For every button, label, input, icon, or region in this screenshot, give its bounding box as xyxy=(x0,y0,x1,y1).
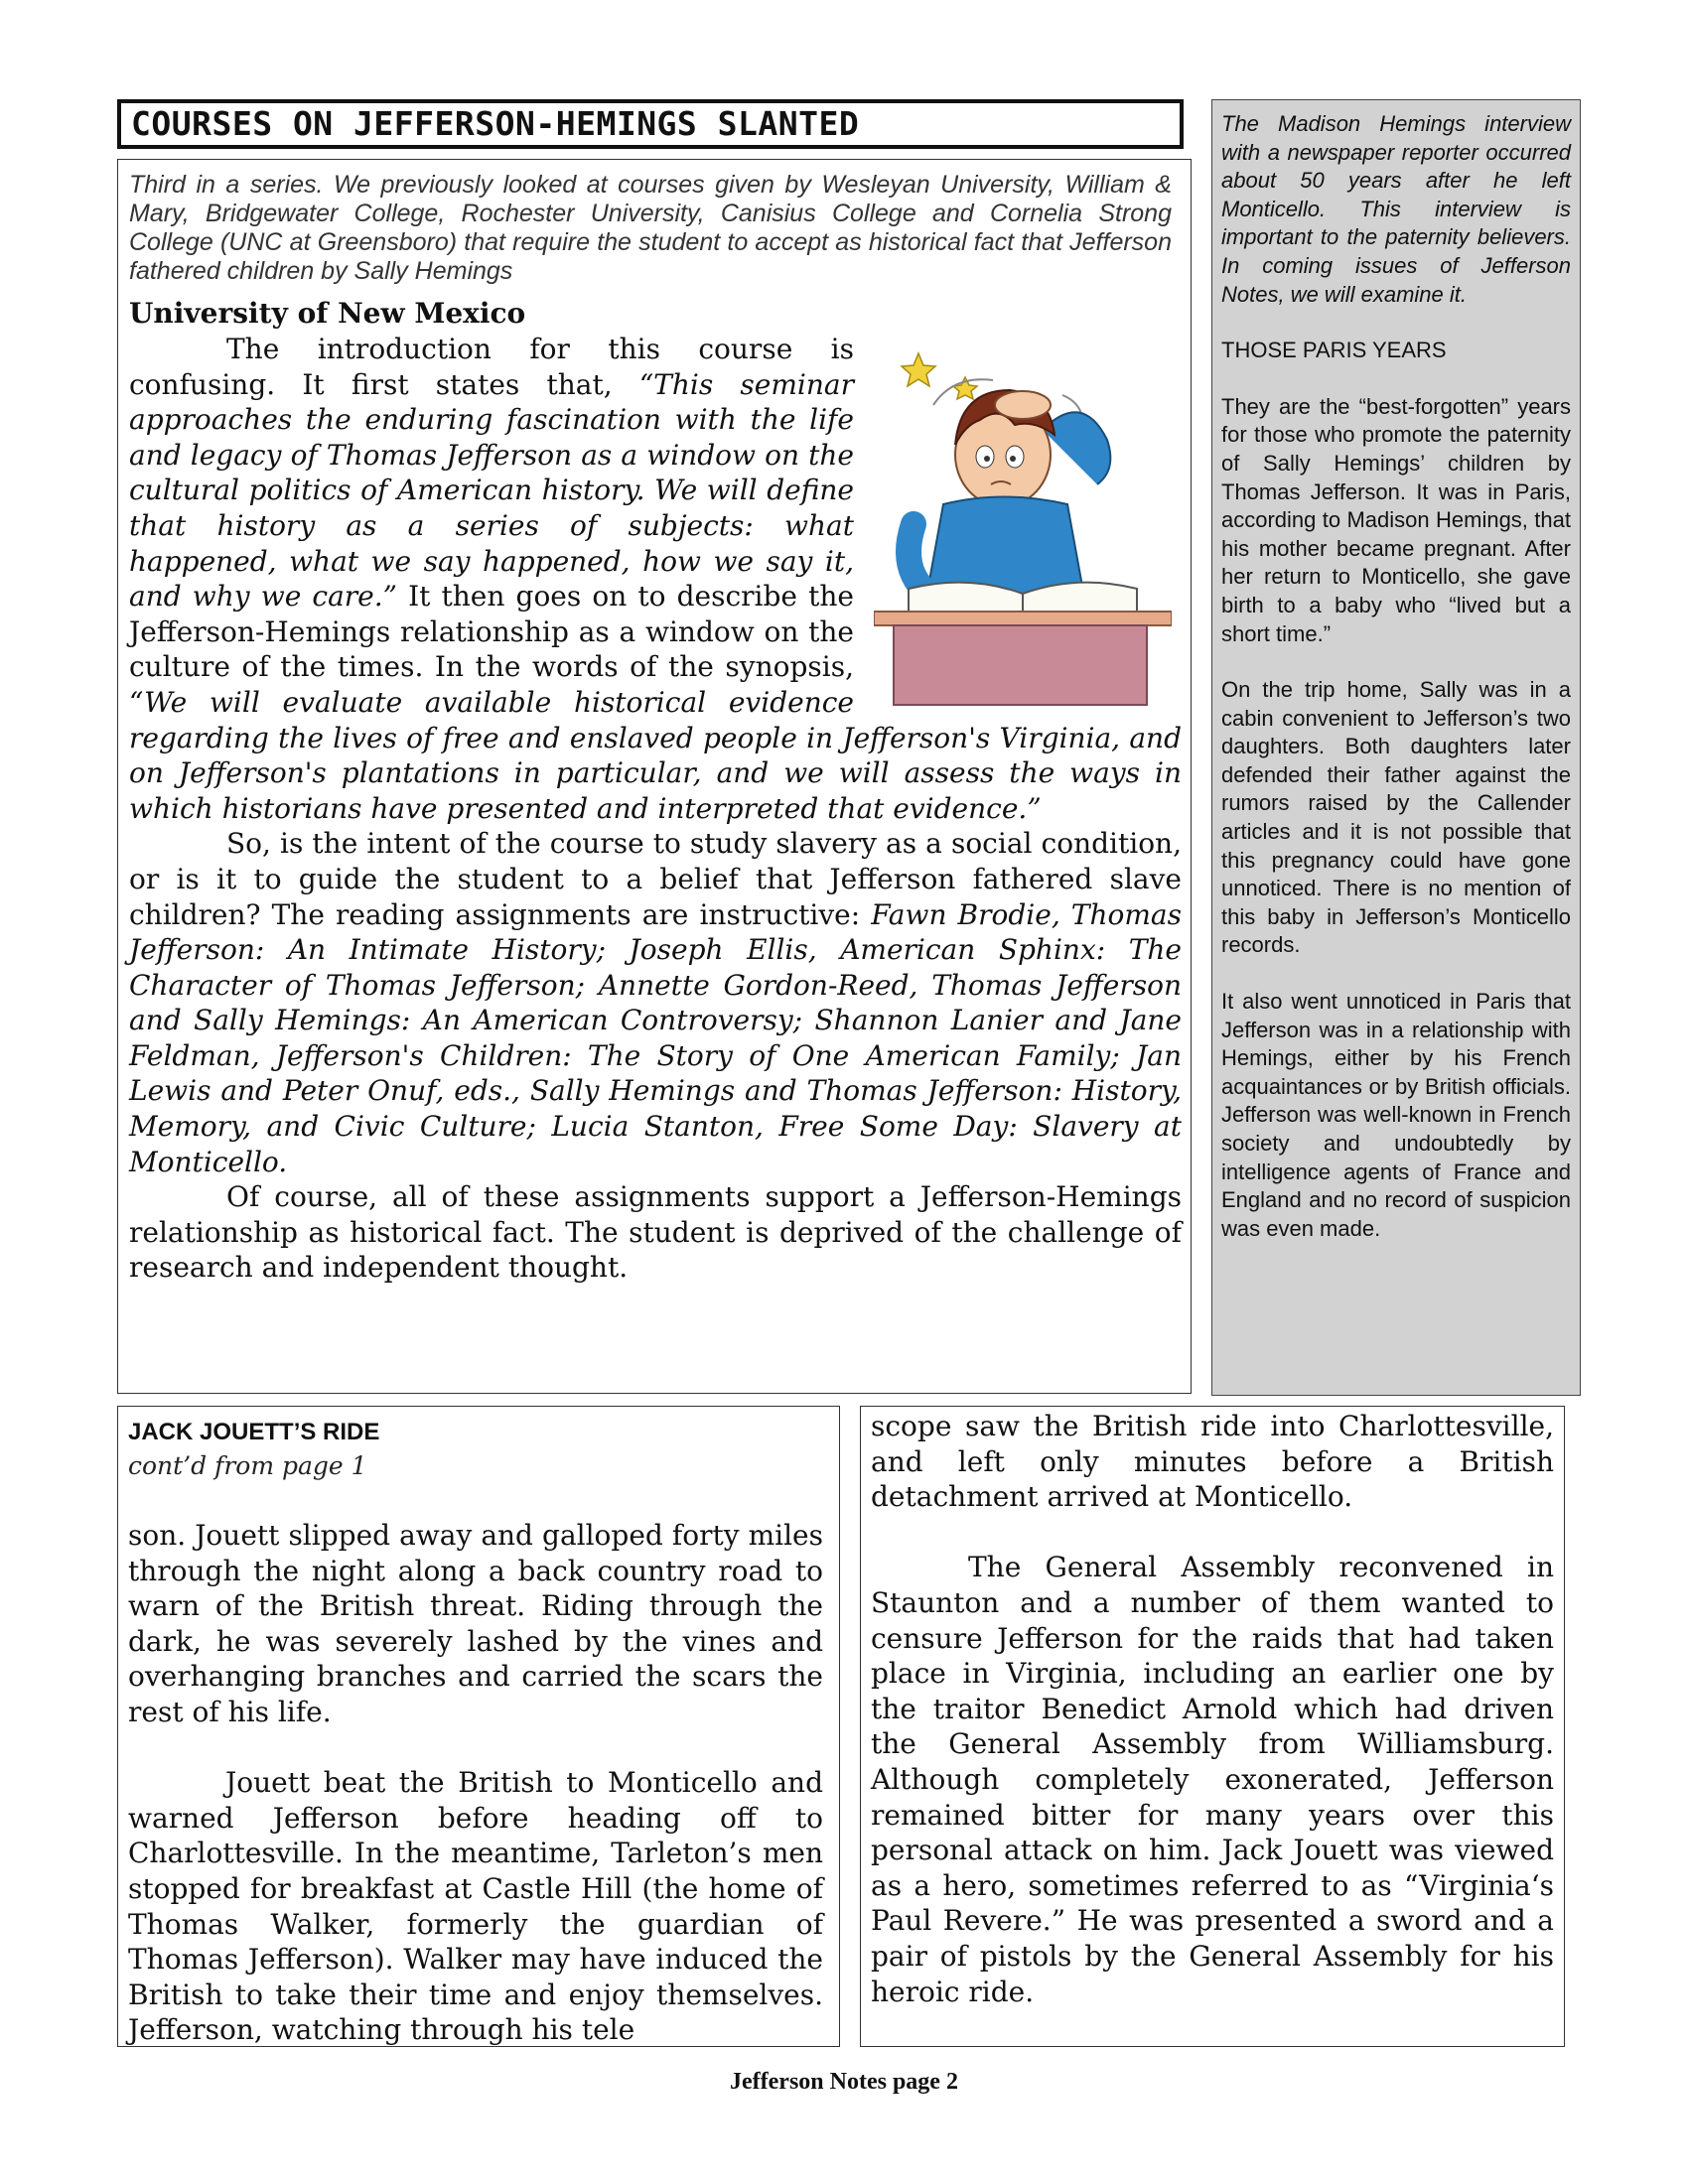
para-text: So, is the intent of the course to study slavery as a social condition, or is it to guide the student to a belief that Jefferson fathered slave children? The reading assignments are instructive: xyxy=(129,827,1182,931)
sidebar-intro: The Madison Hemings interview with a newspaper reporter occurred about 50 years after he left Monticello. This interview is important to the paternity believers. In coming issues of Jefferson Notes, we will examine it. xyxy=(1221,111,1571,307)
para-text: The introduction for this course is confusing. It first states that, xyxy=(129,333,854,401)
sidebar xyxy=(1211,99,1581,1396)
sidebar-heading: THOSE PARIS YEARS xyxy=(1221,338,1447,363)
body-paragraph: The General Assembly reconvened in Staunton and a number of them wanted to censure Jefferson for the raids that had taken place in Virginia, including an earlier one by the traitor Benedict Arnold which had driven the General Assembly from Williamsburg. Although completely exonerated, Jefferson remained bitter for many years over this personal attack on him. Jack Jouett was viewed as a hero, sometimes referred to as “Virginia‘s Paul Revere.” He was presented a sword and a pair of pistols by the General Assembly for his heroic ride. xyxy=(871,1551,1554,2008)
intro-text: Third in a series. We previously looked at courses given by Wesleyan University, William & Mary, Bridgewater College, Rochester University, Canisius College and Cornelia Strong College (UNC at Greensboro) that require the student to accept as historical fact that Jefferson fathered children by Sally Hemings xyxy=(129,171,1172,285)
jouett-column-right xyxy=(871,1409,1554,2009)
jouett-column-left xyxy=(128,1518,823,2048)
para-text: It then goes on to describe the Jefferson-Hemings relationship as a window on the culture of the times. In the words of the synopsis, xyxy=(129,580,854,684)
jouett-subheading: cont’d from page 1 xyxy=(128,1451,367,1480)
confused-student-illustration xyxy=(874,336,1172,713)
reading-list: Fawn Brodie, Thomas Jefferson: An Intimate History; Joseph Ellis, American Sphinx: The Character of Thomas Jefferson; Annette Gordon-Reed, Thomas Jefferson and Sally Hemings: An American Controversy; Shannon Lanier and Jane Feldman, Jefferson's Children: The Story of One American Family; Jan Lewis and Peter Onuf, eds., Sally Hemings and Thomas Jefferson: History, Memory, and Civic Culture; Lucia Stanton, Free Some Day: Slavery at Monticello. xyxy=(129,897,1182,1178)
section-heading: University of New Mexico xyxy=(129,297,526,330)
body-paragraph: scope saw the British ride into Charlottesville, and left only minutes before a British detachment arrived at Monticello. xyxy=(871,1410,1554,1514)
body-paragraph: Of course, all of these assignments support a Jefferson-Hemings relationship as historical fact. The student is deprived of the challenge of research and independent thought. xyxy=(129,1180,1182,1285)
article-title: COURSES ON JEFFERSON-HEMINGS SLANTED xyxy=(117,99,1184,149)
sidebar-paragraph: They are the “best-forgotten” years for those who promote the paternity of Sally Hemings’ children by Thomas Jefferson. It was in Paris, according to Madison Hemings, that his mother became pregnant. After her return to Monticello, she gave birth to a baby who “lived but a short time.” xyxy=(1221,393,1571,646)
body-paragraph: Jouett beat the British to Monticello and warned Jefferson before heading off to Charlottesville. In the meantime, Tarleton’s men stopped for breakfast at Castle Hill (the home of Thomas Walker, formerly the guardian of Thomas Jefferson). Walker may have induced the British to take their time and enjoy themselves. Jefferson, watching through his tele xyxy=(128,1766,823,2047)
page-footer: Jefferson Notes page 2 xyxy=(730,2069,958,2095)
quote-text: “This seminar approaches the enduring fascination with the life and legacy of Thomas Jefferson as a window on the cultural politics of American history. We will define that history as a series of subjects: what happened, what we say happened, how we say it, and why we care.” xyxy=(129,367,854,614)
sidebar-paragraph: It also went unnoticed in Paris that Jefferson was in a relationship with Hemings, either by his French acquaintances or by British officials. Jefferson was well-known in French society and undoubtedly by intelligence agents of France and England and no record of suspicion was even made. xyxy=(1221,989,1571,1241)
jouett-continued-box xyxy=(860,1406,1565,2047)
quote-text: “We will evaluate available historical evidence regarding the lives of free and enslaved people in Jefferson's Virginia, and on Jefferson's plantations in particular, and we will assess the ways in which historians have presented and interpreted that evidence.” xyxy=(129,685,1182,825)
body-paragraph xyxy=(129,826,1182,1179)
jouett-article-box xyxy=(117,1406,840,2047)
article-intro xyxy=(129,171,1182,286)
article-column xyxy=(129,171,1182,1286)
jouett-heading: JACK JOUETT’S RIDE xyxy=(128,1419,380,1445)
student-cartoon-icon xyxy=(874,336,1172,713)
body-paragraph: son. Jouett slipped away and galloped forty miles through the night along a back country road to warn of the British threat. Riding through the dark, he was severely lashed by the vines and overhanging branches and carried the scars the rest of his life. xyxy=(128,1519,823,1728)
sidebar-paragraph: On the trip home, Sally was in a cabin convenient to Jefferson’s two daughters. Both daughters later defended their father against the rumors raised by the Callender articles and it is not possible that this pregnancy could have gone unnoticed. There is no mention of this baby in Jefferson’s Monticello records. xyxy=(1221,677,1571,958)
